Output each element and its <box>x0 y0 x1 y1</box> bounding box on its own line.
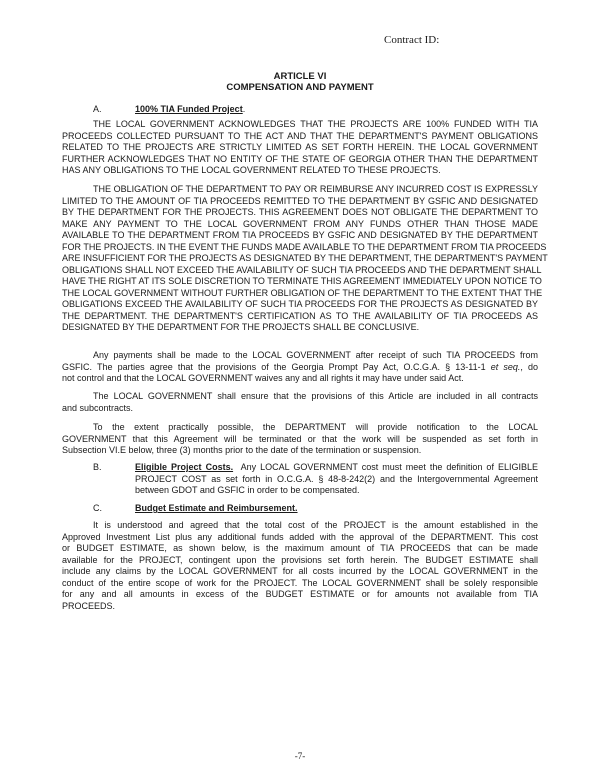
text-line: and subcontracts. <box>62 402 134 413</box>
section-b-text: Any LOCAL GOVERNMENT cost must meet the definition of ELIGIBLE <box>233 462 538 472</box>
text-line: THE LOCAL GOVERNMENT WITHOUT FURTHER OBLIGATION OF THE DEPARTMENT TO THE EXTENT THAT THE <box>62 287 543 298</box>
paragraph-a5 <box>62 422 538 457</box>
section-b-heading: Eligible Project Costs. <box>135 462 234 472</box>
article-title: COMPENSATION AND PAYMENT <box>226 82 374 93</box>
text-line: LIMITED TO THE AMOUNT OF TIA PROCEEDS REMITTED TO THE DEPARTMENT BY GSFIC AND DESIGNATED <box>62 195 538 206</box>
text-line: PROCEEDS. <box>62 600 116 611</box>
text-line: MAKE ANY PAYMENT TO THE LOCAL GOVERNMENT FROM ANY FUNDS OTHER THAN THOSE MADE <box>62 218 538 229</box>
text-line: FOR THE PROJECTS. IN THE EVENT THE FUNDS MADE AVAILABLE TO THE DEPARTMENT FROM TIA PROCEEDS <box>62 241 547 252</box>
text-line: conduct of the entire scope of work for the PROJECT. The LOCAL GOVERNMENT shall be solely responsible <box>62 577 538 588</box>
section-c-heading: Budget Estimate and Reimbursement. <box>135 503 298 513</box>
section-b-body <box>135 462 538 497</box>
section-a-heading <box>135 104 245 114</box>
text-line: RELATED TO THE PROJECTS ARE STRICTLY LIMITED AS SET FORTH HEREIN. THE LOCAL GOVERNMENT <box>62 142 538 152</box>
text-line: ARE INSUFFICIENT FOR THE PROJECTS AS DESIGNATED BY THE DEPARTMENT, THE DEPARTMENT'S PAYMENT <box>62 253 548 263</box>
text-line: To the extent practically possible, the DEPARTMENT will provide notification to the LOCAL <box>93 422 538 432</box>
text-line: OBLIGATIONS SHALL NOT EXCEED THE AVAILABILITY OF SUCH TIA PROCEEDS AND THE DEPARTMENT SHALL <box>62 264 542 275</box>
text-line: Approved Investment List plus any additional funds added with the approval of the DEPARTMENT. This cost <box>62 531 538 542</box>
text-line: DESIGNATED BY THE DEPARTMENT FOR THE PROJECTS SHALL BE CONCLUSIVE. <box>62 322 420 332</box>
section-b-label: B. <box>93 462 102 472</box>
paragraph-a1 <box>62 119 538 177</box>
section-a-label: A. <box>93 104 102 114</box>
paragraph-a4 <box>62 391 538 414</box>
text-segment: et seq. <box>490 361 521 372</box>
text-line: The LOCAL GOVERNMENT shall ensure that the provisions of this Article are included in all contracts <box>93 391 538 401</box>
text-line: include any claims by the LOCAL GOVERNMENT for all costs incurred by the LOCAL GOVERNMENT in the <box>62 566 538 576</box>
text-line: THE LOCAL GOVERNMENT ACKNOWLEDGES THAT THE PROJECTS ARE 100% FUNDED WITH TIA <box>93 119 538 129</box>
article-number: ARTICLE VI <box>273 71 327 82</box>
text-line <box>62 362 538 374</box>
paragraph-c1 <box>62 520 538 612</box>
text-line: HAVE THE RIGHT AT ITS SOLE DISCRETION TO TERMINATE THIS AGREEMENT IMMEDIATELY UPON NOTICE TO <box>62 276 542 286</box>
text-line: not control and that the LOCAL GOVERNMENT waives any and all rights it may have under said Act. <box>62 373 464 383</box>
heading-suffix: . <box>242 104 246 114</box>
text-line: FURTHER ACKNOWLEDGES THAT NO ENTITY OF THE STATE OF GEORGIA OTHER THAN THE DEPARTMENT <box>62 153 538 164</box>
text-segment: , do <box>520 361 538 372</box>
text-line <box>135 462 538 474</box>
text-line: for any and all amounts in excess of the BUDGET ESTIMATE or for amounts not available from TIA <box>62 589 538 599</box>
text-line: AVAILABLE TO THE DEPARTMENT FROM TIA PROCEEDS BY GSFIC AND DESIGNATED BY THE DEPARTMENT <box>62 230 538 240</box>
text-line: THE DEPARTMENT. THE DEPARTMENT'S CERTIFICATION AS TO THE AVAILABILITY OF TIA PROCEEDS AS <box>62 310 538 321</box>
text-line: BY THE DEPARTMENT FOR THE PROJECTS. THIS AGREEMENT DOES NOT OBLIGATE THE DEPARTMENT TO <box>62 207 538 217</box>
text-line: available for the PROJECT, contingent upon the provisions set forth herein. The BUDGET ESTIMATE shall <box>62 554 538 565</box>
text-line: HAS ANY OBLIGATIONS TO THE LOCAL GOVERNMENT RELATED TO THESE PROJECTS. <box>62 165 441 175</box>
text-line: OBLIGATIONS EXCEED THE AVAILABILITY OF SUCH TIA PROCEEDS FOR THE PROJECTS AS DESIGNATED BY <box>62 299 538 309</box>
page-number: -7- <box>294 751 306 761</box>
section-a-heading-text: 100% TIA Funded Project <box>135 104 243 114</box>
text-line: Any payments shall be made to the LOCAL GOVERNMENT after receipt of such TIA PROCEEDS from <box>93 350 538 360</box>
paragraph-a2 <box>62 184 548 334</box>
text-line: or BUDGET ESTIMATE, as shown below, is the maximum amount of TIA PROCEEDS that can be made <box>62 543 538 553</box>
text-line: Subsection VI.E below, three (3) months prior to the date of the termination or suspension. <box>62 445 422 455</box>
text-line: GOVERNMENT that this Agreement will be terminated or that the work will be suspended as set forth in <box>62 433 538 444</box>
text-line: between GDOT and GSFIC in order to be compensated. <box>135 485 360 495</box>
paragraph-a3 <box>62 350 538 385</box>
contract-id-label: Contract ID: <box>384 34 440 46</box>
text-line: PROCEEDS COLLECTED PURSUANT TO THE ACT AND THAT THE DEPARTMENT'S PAYMENT OBLIGATIONS <box>62 130 538 141</box>
text-segment: GSFIC. The parties agree that the provisions of the Georgia Prompt Pay Act, O.C.G.A. § 13-11-1 <box>62 361 491 372</box>
text-line: PROJECT COST as set forth in O.C.G.A. § 48-8-242(2) and the Intergovernmental Agreement <box>135 473 538 484</box>
section-c-label: C. <box>93 503 102 513</box>
text-line: It is understood and agreed that the total cost of the PROJECT is the amount established in the <box>93 520 538 530</box>
text-line: THE OBLIGATION OF THE DEPARTMENT TO PAY OR REIMBURSE ANY INCURRED COST IS EXPRESSLY <box>93 184 538 194</box>
